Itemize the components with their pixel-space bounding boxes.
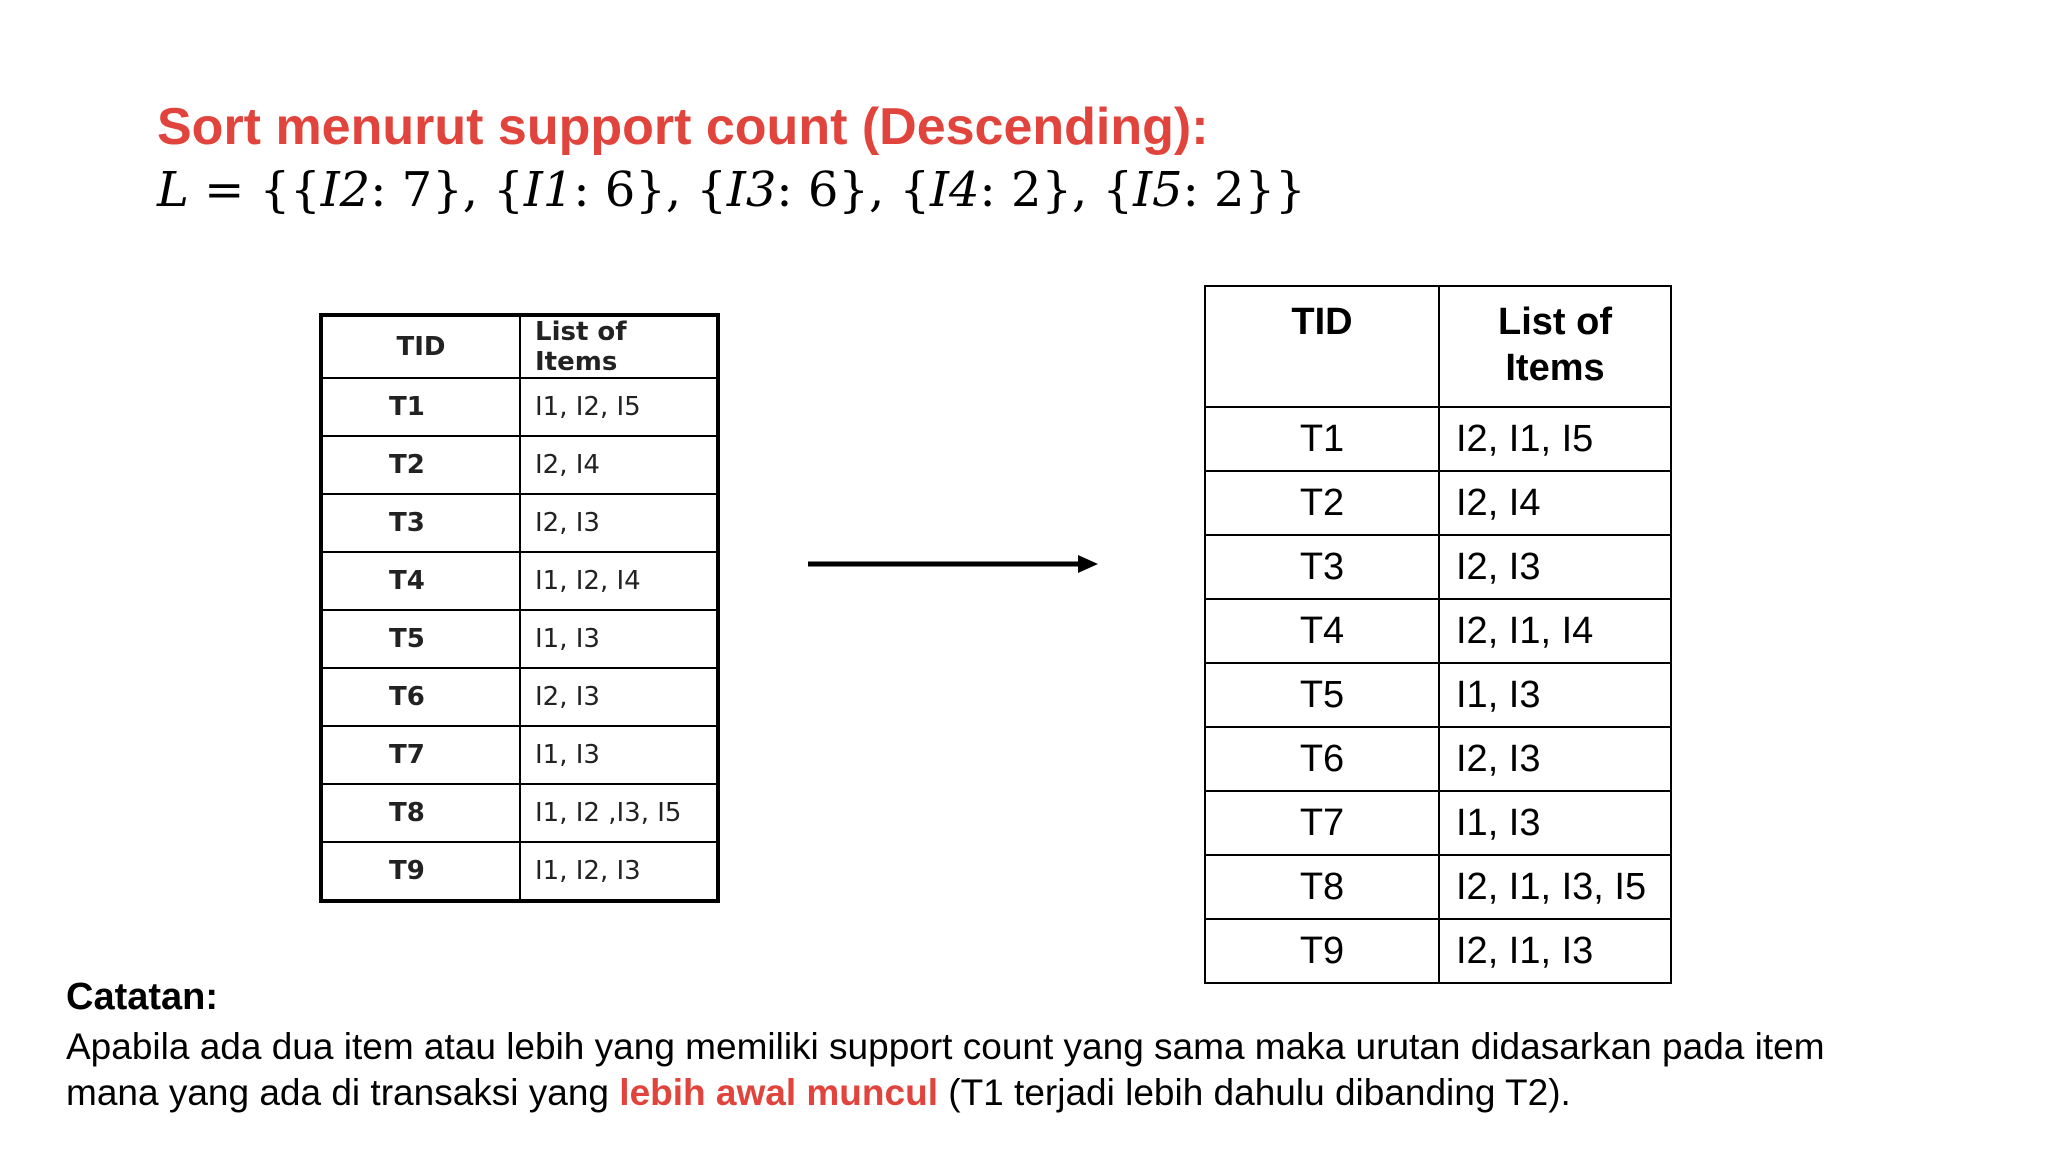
table-header-row: [1205, 286, 1671, 407]
note-line-1: Apabila ada dua item atau lebih yang memiliki support count yang sama maka urutan didasarkan pada item: [66, 1026, 1825, 1067]
items-cell: I1, I2, I3: [520, 842, 718, 901]
table-header-row: [321, 315, 718, 378]
table-row: [1205, 535, 1671, 599]
items-cell: I1, I3: [520, 726, 718, 784]
table-row: [321, 436, 718, 494]
sorted-transactions-table: [1204, 285, 1672, 984]
formula-item: {I1: 6}: [493, 162, 666, 218]
tid-cell: T8: [321, 784, 520, 842]
items-cell: I2, I4: [1439, 471, 1671, 535]
table-row: [321, 610, 718, 668]
table-row: [1205, 919, 1671, 983]
tid-cell: T4: [321, 552, 520, 610]
right-arrow-icon: [808, 552, 1098, 576]
tid-header: TID: [1205, 286, 1439, 407]
items-cell: I1, I3: [1439, 791, 1671, 855]
tid-cell: T6: [1205, 727, 1439, 791]
items-header: [1439, 286, 1671, 407]
table-row: [1205, 599, 1671, 663]
tid-cell: T8: [1205, 855, 1439, 919]
tid-cell: T7: [1205, 791, 1439, 855]
note-line-2-start: mana yang ada di transaksi yang: [66, 1072, 620, 1113]
table-row: [1205, 471, 1671, 535]
items-cell: I1, I2, I5: [520, 378, 718, 436]
tid-cell: T2: [321, 436, 520, 494]
formula-item: {I3: 6}: [696, 162, 869, 218]
tid-cell: T5: [321, 610, 520, 668]
slide-heading: Sort menurut support count (Descending):: [157, 98, 1209, 156]
formula-close-brace: }: [1275, 162, 1306, 218]
tid-cell: T9: [1205, 919, 1439, 983]
formula-open-brace: {: [259, 162, 291, 218]
items-header-line2: Items: [1505, 347, 1605, 389]
table-row: [321, 784, 718, 842]
note-body: [66, 1024, 2006, 1116]
items-header: List of Items: [520, 315, 718, 378]
table-row: [1205, 663, 1671, 727]
items-cell: I2, I1, I4: [1439, 599, 1671, 663]
items-cell: I1, I3: [1439, 663, 1671, 727]
table-row: [321, 726, 718, 784]
items-cell: I2, I4: [520, 436, 718, 494]
items-cell: I1, I2, I4: [520, 552, 718, 610]
original-transactions-table: [319, 313, 720, 903]
items-header-line1: List of: [1498, 301, 1612, 343]
items-cell: I2, I3: [520, 494, 718, 552]
tid-header: TID: [321, 315, 520, 378]
formula-item: {I2: 7}: [290, 162, 463, 218]
items-cell: I2, I3: [520, 668, 718, 726]
items-cell: I2, I1, I5: [1439, 407, 1671, 471]
table-row: [321, 494, 718, 552]
tid-cell: T3: [321, 494, 520, 552]
tid-cell: T7: [321, 726, 520, 784]
tid-cell: T4: [1205, 599, 1439, 663]
note-highlight: lebih awal muncul: [619, 1072, 938, 1113]
formula-equals: =: [204, 162, 245, 218]
table-row: [1205, 727, 1671, 791]
items-cell: I2, I3: [1439, 727, 1671, 791]
tid-cell: T1: [321, 378, 520, 436]
table-row: [321, 378, 718, 436]
table-row: [321, 552, 718, 610]
note-line-2-end: (T1 terjadi lebih dahulu dibanding T2).: [937, 1072, 1571, 1113]
tid-cell: T9: [321, 842, 520, 901]
items-cell: I2, I1, I3: [1439, 919, 1671, 983]
tid-cell: T2: [1205, 471, 1439, 535]
table-row: [1205, 855, 1671, 919]
table-row: [321, 842, 718, 901]
items-cell: I1, I2 ,I3, I5: [520, 784, 718, 842]
support-formula: L = {{I2: 7}, {I1: 6}, {I3: 6}, {I4: 2}, {I5: 2}}: [157, 162, 1306, 218]
formula-item: {I5: 2}: [1102, 162, 1276, 218]
formula-set-name: L: [157, 162, 189, 218]
items-cell: I2, I3: [1439, 535, 1671, 599]
table-row: [321, 668, 718, 726]
tid-cell: T6: [321, 668, 520, 726]
formula-item: {I4: 2}: [899, 162, 1073, 218]
table-row: [1205, 791, 1671, 855]
note-title: Catatan:: [66, 976, 219, 1018]
tid-cell: T1: [1205, 407, 1439, 471]
tid-cell: T5: [1205, 663, 1439, 727]
items-cell: I1, I3: [520, 610, 718, 668]
table-row: [1205, 407, 1671, 471]
tid-cell: T3: [1205, 535, 1439, 599]
items-cell: I2, I1, I3, I5: [1439, 855, 1671, 919]
